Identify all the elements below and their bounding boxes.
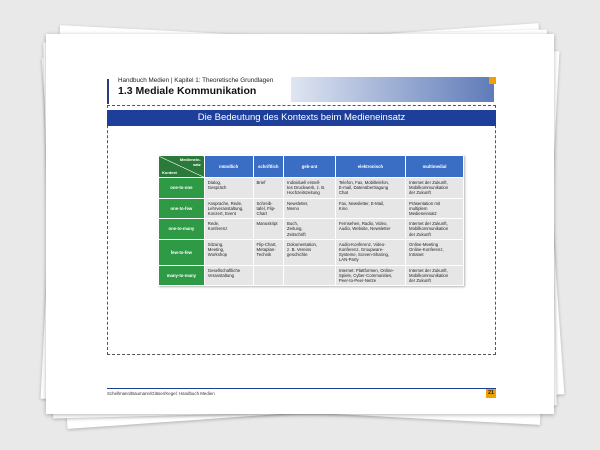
table-cell: Internet der Zukunft, Mobilkommunikation der Zukunft	[406, 178, 464, 199]
table-cell: Internet der Zukunft, Mobilkommunikation der Zukunft	[406, 265, 464, 286]
table-cell: Individuell erstell- tes Druckwerk, z. B. Hochzeitszeitung	[284, 178, 336, 199]
page-number: 21	[487, 390, 495, 396]
table-header-row	[159, 156, 464, 178]
table-cell: Telefon, Fax, Mobiltelefon, E-mail, Datenübertragung Chat	[335, 178, 405, 199]
media-context-table	[158, 155, 464, 286]
row-label: one-to-few	[159, 198, 205, 219]
table-cell: Flip-Chart, Metaplan- Technik	[253, 239, 284, 265]
table-row	[159, 239, 464, 265]
row-label: many-to-many	[159, 265, 205, 286]
column-header: elektronisch	[335, 156, 405, 178]
table-cell: Dialog, Gespräch	[204, 178, 253, 199]
header-accent-line	[107, 79, 109, 104]
row-label: one-to-many	[159, 219, 205, 240]
table-cell: Fernsehen, Radio, Video, Audio, Website, Newsletter	[335, 219, 405, 240]
footer-authors: Schellmann/Baumann/Gläser/Kegel: Handbuch Medien	[107, 391, 215, 396]
table-cell: Fax, Newsletter, E-Mail, Kino	[335, 198, 405, 219]
footer-divider	[107, 388, 496, 389]
column-header: mündlich	[204, 156, 253, 178]
column-header: geb-unt	[284, 156, 336, 178]
page-title: 1.3 Mediale Kommunikation	[118, 85, 257, 97]
table-cell	[253, 265, 284, 286]
table-cell: Dokumentation, z. B. Vereins geschichte	[284, 239, 336, 265]
table-cell: Internet der Zukunft, Mobilkommunikation der Zukunft	[406, 219, 464, 240]
breadcrumb: Handbuch Medien | Kapitel 1: Theoretische Grundlagen	[118, 77, 274, 84]
table-cell: Ansprache, Rede, Lehrveranstaltung, Konzert, Event	[204, 198, 253, 219]
table-cell: Buch, Zeitung, Zeitschrift	[284, 219, 336, 240]
table-corner-cell	[159, 156, 205, 178]
slide-banner: Die Bedeutung des Kontexts beim Medieneinsatz	[107, 110, 496, 126]
table-cell	[284, 265, 336, 286]
header-orange-square	[489, 77, 496, 84]
table-cell: Online-Meeting Online-Konferenz, Intranet	[406, 239, 464, 265]
table-cell: Rede, Konferenz	[204, 219, 253, 240]
header-gradient-bar	[291, 77, 494, 102]
table-cell: Präsentation mit multiplem Medieneinsatz	[406, 198, 464, 219]
table-cell: Newsletter, Memo	[284, 198, 336, 219]
corner-label-context: Kontext	[162, 169, 177, 175]
slide-page	[46, 34, 554, 414]
table-cell: Sitzung, Meeting, Workshop	[204, 239, 253, 265]
table-cell: Manuskript	[253, 219, 284, 240]
table-cell: Internet: Plattformen, Online- Spiele, Cyber-Communities, Peer-to-Peer-Netze	[335, 265, 405, 286]
table-row	[159, 265, 464, 286]
table-cell: Gesellschaftliche Veranstaltung	[204, 265, 253, 286]
row-label: few-to-few	[159, 239, 205, 265]
column-header: multimedial	[406, 156, 464, 178]
table-row	[159, 178, 464, 199]
corner-label-media: Medienein- satz	[179, 157, 201, 167]
table-cell: Audio-Konferenz, Video- Konferenz, Groupware- Systeme, Screen-Sharing, LAN-Party	[335, 239, 405, 265]
table-row	[159, 198, 464, 219]
column-header: schriftlich	[253, 156, 284, 178]
table-row	[159, 219, 464, 240]
table-cell: Brief	[253, 178, 284, 199]
table-cell: Schreib- tafel, Flip- Chart	[253, 198, 284, 219]
row-label: one-to-one	[159, 178, 205, 199]
